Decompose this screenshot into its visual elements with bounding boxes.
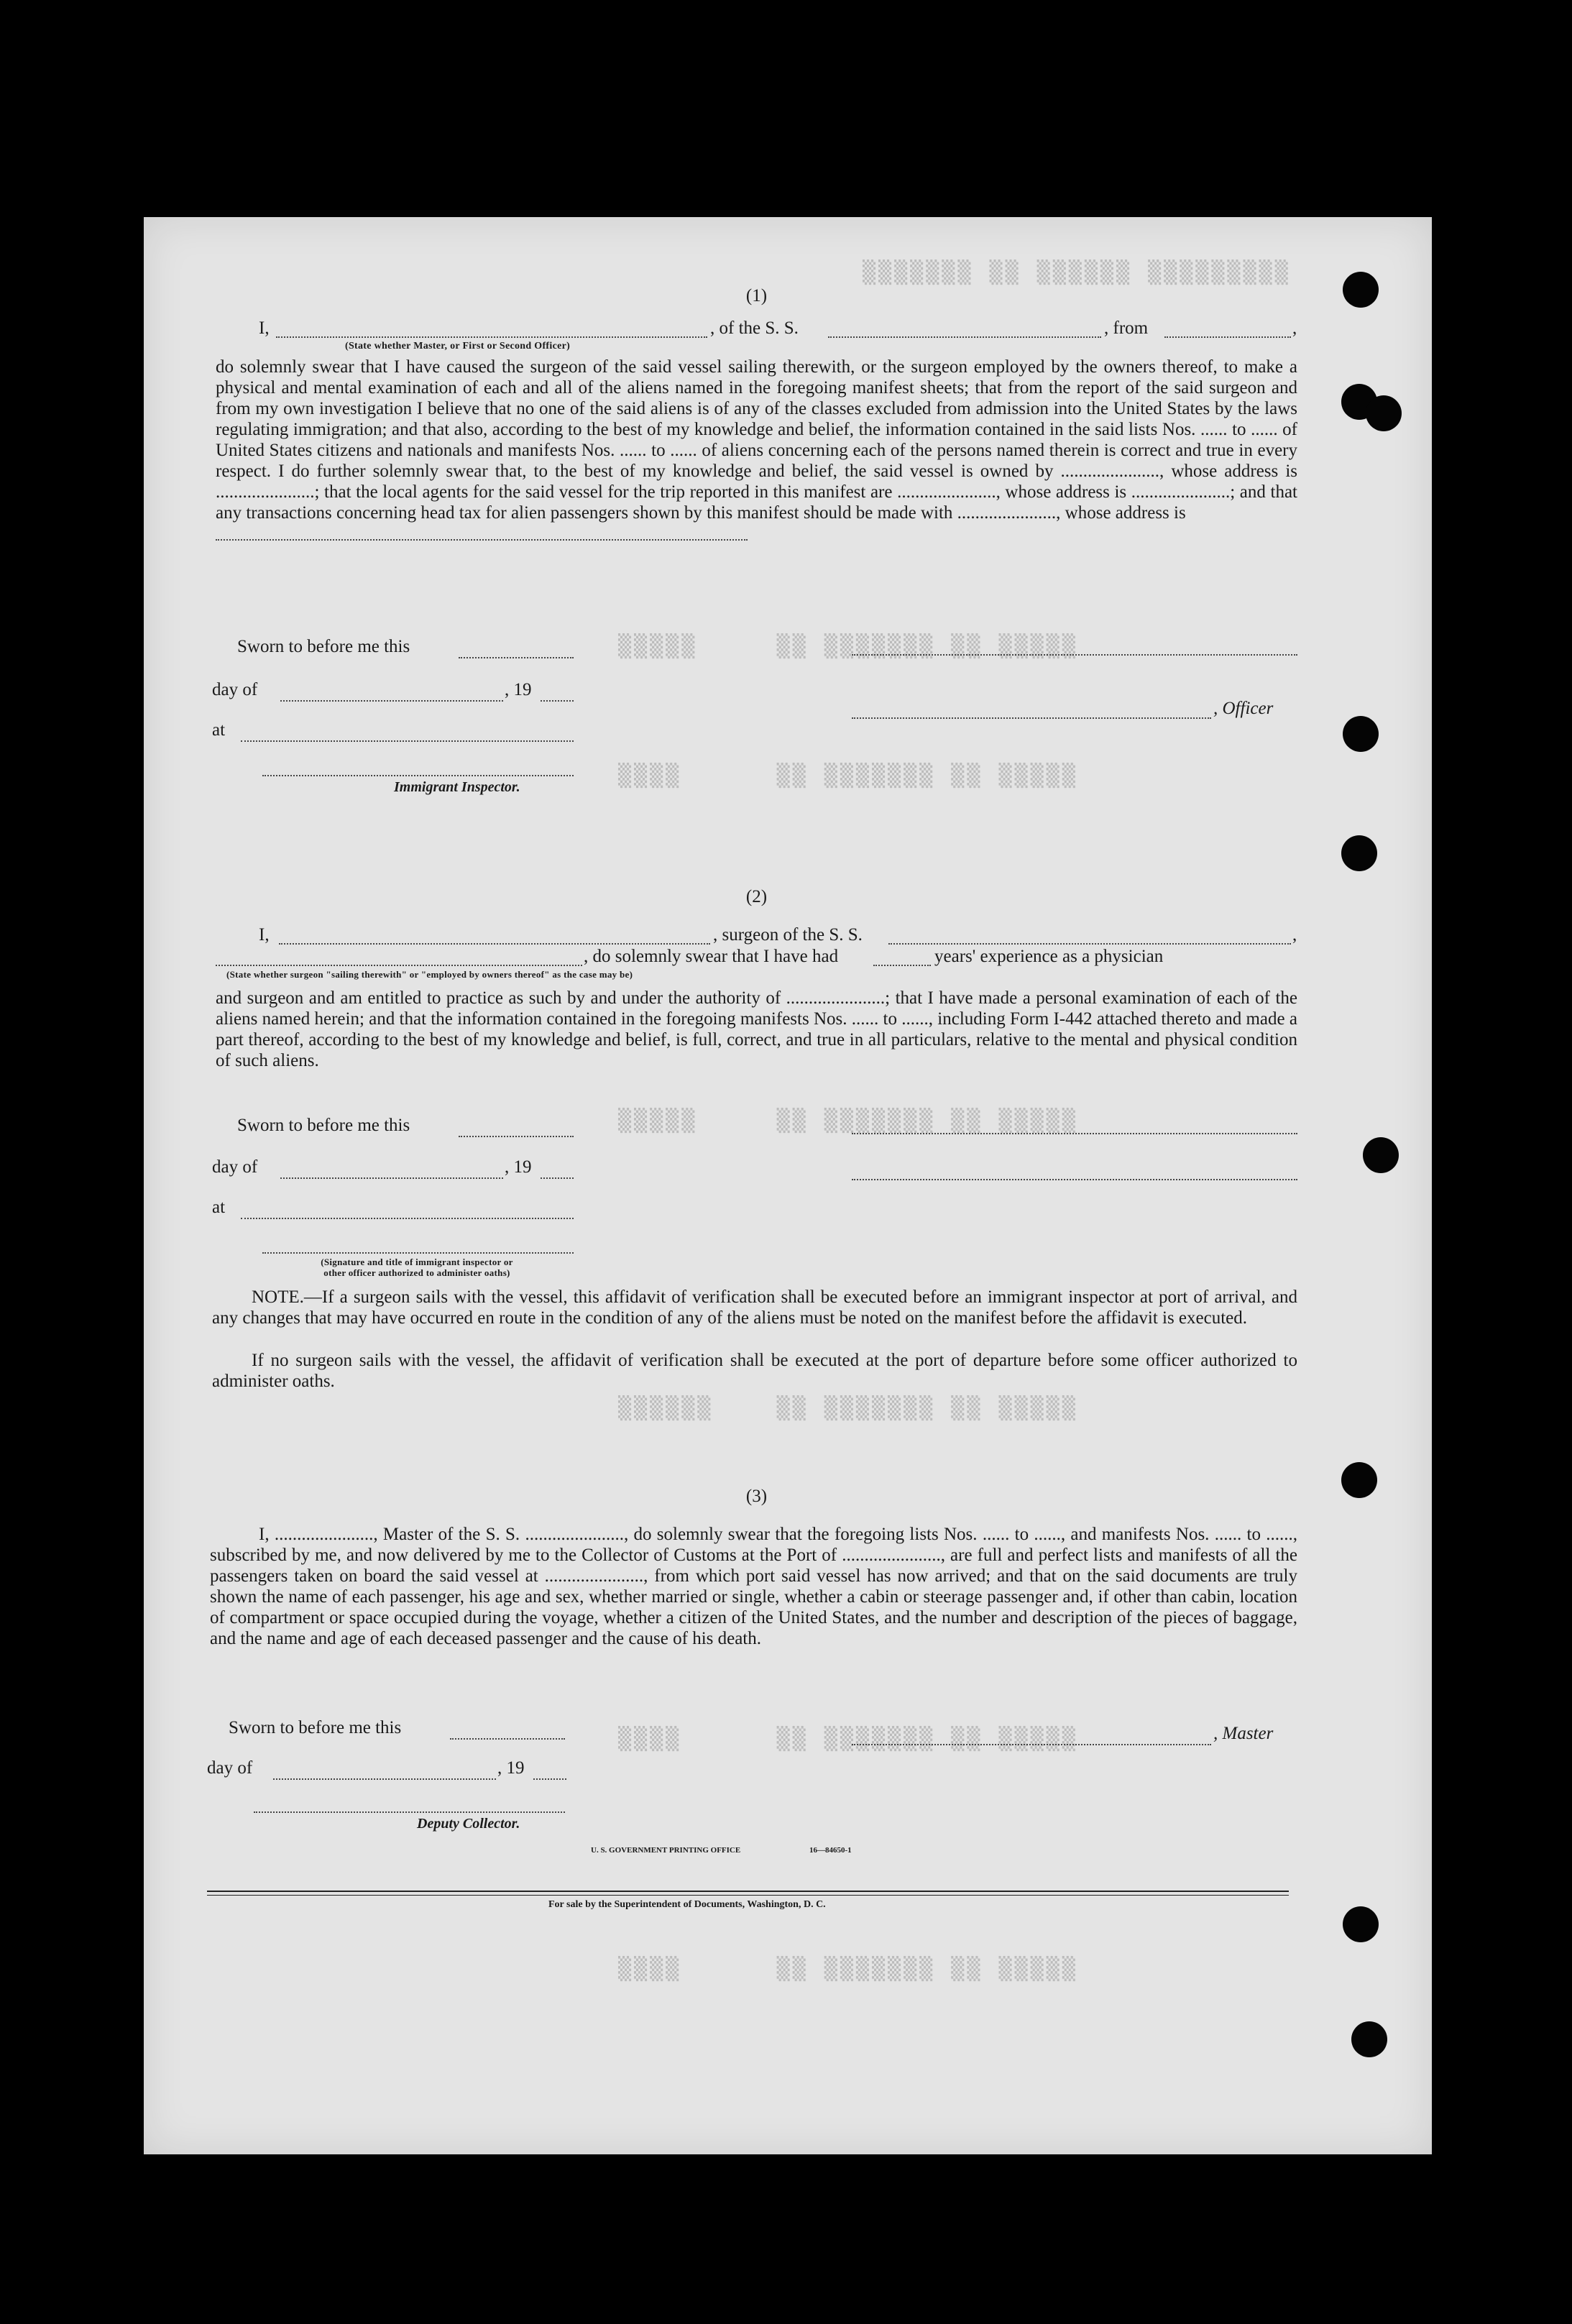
officer-name-signature[interactable] [852, 704, 1211, 719]
note-paragraph: NOTE.—If a surgeon sails with the vessel, this affidavit of verification shall be executed before an immigrant inspector at port of arrival, and any changes that may have occurred en route in the condition of any of the aliens must be noted on the manifest before the affidavit is executed. [212, 1287, 1297, 1328]
divider-rule [207, 1895, 1289, 1896]
year-field[interactable] [533, 1765, 566, 1780]
day-of-label: day of [207, 1758, 253, 1778]
inspector-signature-line[interactable] [262, 1252, 574, 1254]
surgeon-name-field[interactable] [279, 930, 710, 945]
signature-caption-line: other officer authorized to administer oaths) [323, 1267, 510, 1278]
surgeon-line [216, 924, 1297, 947]
surgeon-title-line[interactable] [852, 1179, 1297, 1180]
month-field[interactable] [273, 1765, 496, 1780]
punch-hole [1341, 835, 1377, 871]
officer-signature-line[interactable] [852, 654, 1297, 656]
bleed-through: ▒▒▒▒▒▒▒ ▒▒ ▒▒▒▒▒▒ ▒▒▒▒▒▒▒▒▒ [863, 260, 1291, 285]
sworn-date-field[interactable] [459, 644, 574, 658]
signature-caption [252, 1257, 582, 1278]
pronoun-label: I, [259, 925, 270, 945]
year-label: , 19 [497, 1758, 525, 1778]
year-field[interactable] [541, 687, 574, 702]
month-field[interactable] [280, 687, 503, 702]
sworn-label: Sworn to before me this [237, 1116, 410, 1135]
place-field[interactable] [241, 727, 574, 742]
swear-label: , do solemnly swear that I have had [584, 947, 839, 966]
month-field[interactable] [280, 1165, 503, 1179]
oath-paragraph: do solemnly swear that I have caused the surgeon of the said vessel sailing therewith, or the surgeon employed by the owners thereof, to make a physical and mental examination of each and all of the aliens named in the foregoing manifest sheets; that from the report of the said surgeon and from my own investigation I believe that no one of the said aliens is of any of the classes excluded from admission into the United States by the laws regulating immigration; and that also, according to the best of my knowledge and belief, the information contained in the said lists Nos. ...... to ...... of United States citizens and nationals and manifests Nos. ...... to ...... of aliens concerning each of the persons named therein is correct and true in every respect. I do further solemnly swear that, to the best of my knowledge and belief, the said vessel is owned by ......................, whose address is ......................; that the local agents for the said vessel for the trip reported in this manifest are ......................, whose address is ......................; and that any transactions concerning head tax for alien passengers shown by this manifest should be made with ......................, whose address is [216, 357, 1297, 523]
bleed-through: ▒▒▒▒ ▒▒ ▒▒▒▒▒▒▒ ▒▒ ▒▒▒▒▒ [618, 1957, 1078, 1982]
collector-label: Deputy Collector. [417, 1816, 520, 1832]
oath-line [216, 318, 1297, 341]
sworn-date-field[interactable] [450, 1725, 565, 1740]
surgeon-of-ss-label: , surgeon of the S. S. [713, 925, 863, 945]
year-label: , 19 [505, 1157, 532, 1177]
of-ss-label: , of the S. S. [710, 318, 799, 338]
physician-label: years' experience as a physician [934, 947, 1164, 966]
inspector-signature-line[interactable] [262, 775, 574, 776]
sworn-label: Sworn to before me this [237, 637, 410, 656]
inspector-label: Immigrant Inspector. [394, 779, 520, 795]
bleed-through: ▒▒▒▒▒ ▒▒ ▒▒▒▒▒▒▒ ▒▒ ▒▒▒▒▒ [618, 1108, 1078, 1134]
from-port-field[interactable] [1164, 323, 1291, 338]
officer-label: , Officer [1213, 699, 1274, 718]
punch-hole [1366, 395, 1402, 431]
punch-hole [1363, 1137, 1399, 1173]
surgeon-signature-line[interactable] [852, 1133, 1297, 1134]
year-label: , 19 [505, 680, 532, 699]
at-label: at [212, 1198, 226, 1217]
form-code: 16—84650-1 [809, 1846, 852, 1855]
bleed-through: ▒▒▒▒ ▒▒ ▒▒▒▒▒▒▒ ▒▒ ▒▒▒▒▒ [618, 1727, 1078, 1752]
from-label: , from [1104, 318, 1149, 338]
divider-rule [207, 1891, 1289, 1892]
address-field[interactable] [216, 526, 748, 541]
sworn-date-field[interactable] [459, 1123, 574, 1137]
section-number: (2) [745, 887, 768, 906]
punch-hole [1343, 716, 1379, 752]
surgeon-vessel-field[interactable] [888, 930, 1291, 945]
experience-line [216, 946, 1297, 969]
day-of-label: day of [212, 680, 258, 699]
form-page [144, 217, 1432, 2154]
surgeon-paragraph: and surgeon and am entitled to practice as such by and under the authority of ......................; that I have made a personal examination of each of the aliens named herein; and that the information contained in the foregoing manifests Nos. ...... to ......, including Form I-442 attached thereto and made a part thereof, according to the best of my knowledge and belief, is full, correct, and true in all particulars, relative to the mental and physical condition of such aliens. [216, 988, 1297, 1070]
section-number: (3) [745, 1487, 768, 1506]
note-paragraph: If no surgeon sails with the vessel, the affidavit of verification shall be executed at the port of departure before some officer authorized to administer oaths. [212, 1351, 1297, 1391]
section-number: (1) [745, 286, 768, 306]
officer-name-field[interactable] [276, 323, 707, 338]
surgeon-caption: (State whether surgeon "sailing therewith" or "employed by owners thereof" as the case may be) [226, 969, 633, 980]
punch-hole [1343, 272, 1379, 308]
punch-hole [1351, 2021, 1387, 2057]
master-signature-field[interactable] [852, 1731, 1211, 1745]
line-end: , [1292, 925, 1297, 945]
master-paragraph: I, ......................, Master of the S. S. ......................, do solemnly swear that the foregoing lists Nos. ...... to ......, and manifests Nos. ...... to ......, subscribed by me, and now delivered by me to the Collector of Customs at the Port of ......................, are full and perfect lists and manifests of all the passengers taken on board the said vessel at ......................, from which port said vessel has now arrived; and that on the said documents are truly shown the name of each passenger, his age and sex, whether married or single, whether a cabin or steerage passenger and, if other than cabin, location of compartment or space occupied during the voyage, whether a citizen of the United States, and the number and description of the pieces of baggage, and the name and age of each deceased passenger and the cause of his death. [210, 1525, 1297, 1648]
bleed-through: ▒▒▒▒▒▒ ▒▒ ▒▒▒▒▒▒▒ ▒▒ ▒▒▒▒▒ [618, 1396, 1078, 1421]
printing-office: U. S. GOVERNMENT PRINTING OFFICE [591, 1846, 741, 1855]
bleed-through: ▒▒▒▒▒ ▒▒ ▒▒▒▒▒▒▒ ▒▒ ▒▒▒▒▒ [618, 634, 1078, 659]
signature-caption-line: (Signature and title of immigrant inspector or [321, 1257, 513, 1267]
place-field[interactable] [241, 1205, 574, 1219]
line-end: , [1292, 318, 1297, 338]
capacity-field[interactable] [216, 952, 582, 966]
collector-signature-line[interactable] [254, 1811, 565, 1813]
sworn-label: Sworn to before me this [229, 1718, 402, 1737]
section-1 [216, 286, 1297, 544]
master-label: , Master [1213, 1724, 1274, 1743]
sale-notice: For sale by the Superintendent of Documents, Washington, D. C. [548, 1899, 826, 1910]
vessel-name-field[interactable] [828, 323, 1101, 338]
punch-hole [1343, 1906, 1379, 1942]
at-label: at [212, 720, 226, 740]
years-field[interactable] [873, 952, 931, 966]
year-field[interactable] [541, 1165, 574, 1179]
day-of-label: day of [212, 1157, 258, 1177]
bleed-through: ▒▒▒▒ ▒▒ ▒▒▒▒▒▒▒ ▒▒ ▒▒▒▒▒ [618, 763, 1078, 789]
pronoun-label: I, [259, 318, 270, 338]
officer-caption: (State whether Master, or First or Second Officer) [345, 341, 571, 352]
punch-hole [1341, 1462, 1377, 1498]
